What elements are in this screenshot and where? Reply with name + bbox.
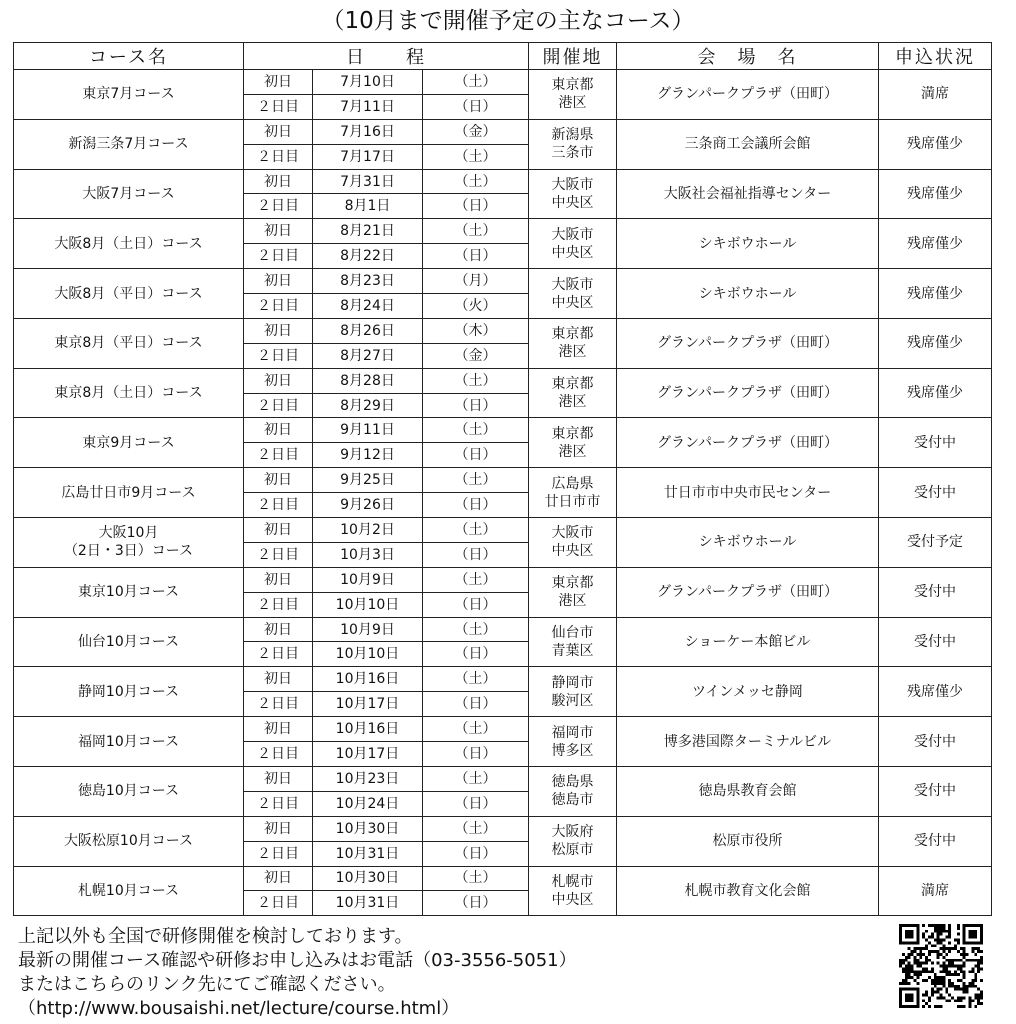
- day-label: ２日目: [244, 692, 313, 717]
- day-weekday: （日）: [423, 244, 529, 269]
- venue-name: グランパークプラザ（田町）: [617, 70, 879, 120]
- venue-area: 新潟県 三条市: [529, 119, 617, 169]
- venue-name: グランパークプラザ（田町）: [617, 567, 879, 617]
- course-name: 広島廿日市9月コース: [14, 468, 244, 518]
- status-badge: 残席僅少: [879, 169, 992, 219]
- day-weekday: （日）: [423, 493, 529, 518]
- venue-name: 札幌市教育文化会館: [617, 866, 879, 916]
- footer-line: 最新の開催コース確認や研修お申し込みはお電話（03-3556-5051）: [18, 950, 577, 971]
- day-label: 初日: [244, 617, 313, 642]
- day-label: 初日: [244, 368, 313, 393]
- day-date: 10月30日: [313, 816, 423, 841]
- day-weekday: （土）: [423, 70, 529, 95]
- day-label: ２日目: [244, 393, 313, 418]
- status-badge: 受付中: [879, 567, 992, 617]
- day-date: 10月16日: [313, 717, 423, 742]
- venue-name: ショーケー本館ビル: [617, 617, 879, 667]
- day-date: 10月31日: [313, 891, 423, 916]
- day-date: 10月9日: [313, 617, 423, 642]
- venue-name: 廿日市市中央市民センター: [617, 468, 879, 518]
- header-status: 申込状況: [879, 43, 992, 70]
- day-label: 初日: [244, 119, 313, 144]
- day-label: 初日: [244, 70, 313, 95]
- table-row: [14, 567, 992, 592]
- day-label: 初日: [244, 318, 313, 343]
- status-badge: 受付予定: [879, 518, 992, 568]
- course-name: 東京10月コース: [14, 567, 244, 617]
- day-weekday: （火）: [423, 294, 529, 319]
- day-date: 7月11日: [313, 94, 423, 119]
- status-badge: 満席: [879, 70, 992, 120]
- venue-area: 福岡市 博多区: [529, 717, 617, 767]
- venue-name: シキボウホール: [617, 269, 879, 319]
- day-weekday: （日）: [423, 443, 529, 468]
- day-label: 初日: [244, 866, 313, 891]
- day-date: 10月31日: [313, 841, 423, 866]
- page-title: （10月まで開催予定の主なコース）: [321, 8, 695, 34]
- day-label: ２日目: [244, 891, 313, 916]
- day-weekday: （土）: [423, 418, 529, 443]
- day-weekday: （土）: [423, 368, 529, 393]
- course-name: 大阪10月 （2日・3日）コース: [14, 518, 244, 568]
- course-name: 札幌10月コース: [14, 866, 244, 916]
- day-label: 初日: [244, 816, 313, 841]
- venue-area: 大阪市 中央区: [529, 169, 617, 219]
- day-label: ２日目: [244, 443, 313, 468]
- day-weekday: （土）: [423, 766, 529, 791]
- table-row: [14, 717, 992, 742]
- footer-link[interactable]: （http://www.bousaishi.net/lecture/course.html）: [18, 998, 460, 1019]
- course-name: 大阪8月（土日）コース: [14, 219, 244, 269]
- day-date: 7月31日: [313, 169, 423, 194]
- day-label: ２日目: [244, 592, 313, 617]
- header-venue-area: 開催地: [529, 43, 617, 70]
- table-row: [14, 269, 992, 294]
- course-name: 大阪8月（平日）コース: [14, 269, 244, 319]
- day-weekday: （土）: [423, 866, 529, 891]
- day-label: ２日目: [244, 742, 313, 767]
- course-name: 東京8月（土日）コース: [14, 368, 244, 418]
- table-header-row: [14, 43, 992, 70]
- day-date: 9月25日: [313, 468, 423, 493]
- day-weekday: （日）: [423, 393, 529, 418]
- day-weekday: （金）: [423, 343, 529, 368]
- day-date: 10月10日: [313, 642, 423, 667]
- table-row: [14, 119, 992, 144]
- day-weekday: （日）: [423, 194, 529, 219]
- day-date: 9月26日: [313, 493, 423, 518]
- day-label: 初日: [244, 667, 313, 692]
- course-name: 東京8月（平日）コース: [14, 318, 244, 368]
- table-row: [14, 318, 992, 343]
- day-label: 初日: [244, 468, 313, 493]
- day-date: 8月29日: [313, 393, 423, 418]
- venue-area: 東京都 港区: [529, 418, 617, 468]
- day-date: 10月17日: [313, 742, 423, 767]
- day-label: ２日目: [244, 642, 313, 667]
- day-weekday: （土）: [423, 518, 529, 543]
- status-badge: 残席僅少: [879, 269, 992, 319]
- header-schedule: 日 程: [244, 43, 529, 70]
- day-weekday: （金）: [423, 119, 529, 144]
- day-label: ２日目: [244, 791, 313, 816]
- status-badge: 受付中: [879, 816, 992, 866]
- course-name: 東京9月コース: [14, 418, 244, 468]
- day-weekday: （日）: [423, 742, 529, 767]
- day-date: 8月1日: [313, 194, 423, 219]
- day-date: 10月10日: [313, 592, 423, 617]
- venue-name: シキボウホール: [617, 219, 879, 269]
- course-name: 大阪7月コース: [14, 169, 244, 219]
- table-row: [14, 667, 992, 692]
- status-badge: 満席: [879, 866, 992, 916]
- day-weekday: （日）: [423, 542, 529, 567]
- day-weekday: （日）: [423, 642, 529, 667]
- day-label: 初日: [244, 717, 313, 742]
- day-weekday: （日）: [423, 841, 529, 866]
- status-badge: 受付中: [879, 766, 992, 816]
- table-row: [14, 169, 992, 194]
- day-weekday: （土）: [423, 617, 529, 642]
- day-label: ２日目: [244, 343, 313, 368]
- table-row: [14, 866, 992, 891]
- day-weekday: （土）: [423, 816, 529, 841]
- day-weekday: （土）: [423, 468, 529, 493]
- table-row: [14, 816, 992, 841]
- table-row: [14, 219, 992, 244]
- day-label: ２日目: [244, 94, 313, 119]
- course-name: 仙台10月コース: [14, 617, 244, 667]
- day-label: 初日: [244, 766, 313, 791]
- venue-area: 大阪府 松原市: [529, 816, 617, 866]
- status-badge: 受付中: [879, 468, 992, 518]
- day-label: ２日目: [244, 194, 313, 219]
- table-row: [14, 468, 992, 493]
- course-name: 徳島10月コース: [14, 766, 244, 816]
- table-row: [14, 418, 992, 443]
- course-name: 福岡10月コース: [14, 717, 244, 767]
- footer-line: またはこちらのリンク先にてご確認ください。: [18, 974, 396, 995]
- status-badge: 受付中: [879, 617, 992, 667]
- venue-name: 大阪社会福祉指導センター: [617, 169, 879, 219]
- day-label: ２日目: [244, 841, 313, 866]
- venue-area: 大阪市 中央区: [529, 219, 617, 269]
- header-course: コース名: [14, 43, 244, 70]
- footer-notes: [18, 925, 577, 1021]
- day-date: 10月23日: [313, 766, 423, 791]
- day-date: 9月11日: [313, 418, 423, 443]
- table-row: [14, 617, 992, 642]
- day-date: 7月10日: [313, 70, 423, 95]
- course-name: 静岡10月コース: [14, 667, 244, 717]
- day-weekday: （月）: [423, 269, 529, 294]
- day-date: 10月24日: [313, 791, 423, 816]
- venue-area: 大阪市 中央区: [529, 518, 617, 568]
- day-date: 10月9日: [313, 567, 423, 592]
- venue-area: 東京都 港区: [529, 70, 617, 120]
- day-date: 7月17日: [313, 144, 423, 169]
- day-date: 8月28日: [313, 368, 423, 393]
- venue-name: 徳島県教育会館: [617, 766, 879, 816]
- venue-area: 大阪市 中央区: [529, 269, 617, 319]
- day-weekday: （土）: [423, 144, 529, 169]
- day-weekday: （日）: [423, 891, 529, 916]
- status-badge: 受付中: [879, 418, 992, 468]
- table-row: [14, 518, 992, 543]
- venue-name: 松原市役所: [617, 816, 879, 866]
- venue-area: 仙台市 青葉区: [529, 617, 617, 667]
- day-date: 10月16日: [313, 667, 423, 692]
- day-weekday: （土）: [423, 219, 529, 244]
- day-weekday: （木）: [423, 318, 529, 343]
- footer-line: 上記以外も全国で研修開催を検討しております。: [18, 926, 413, 947]
- day-date: 10月3日: [313, 542, 423, 567]
- day-weekday: （土）: [423, 717, 529, 742]
- day-date: 10月2日: [313, 518, 423, 543]
- day-date: 8月27日: [313, 343, 423, 368]
- day-label: ２日目: [244, 493, 313, 518]
- venue-name: グランパークプラザ（田町）: [617, 418, 879, 468]
- day-date: 8月24日: [313, 294, 423, 319]
- table-row: [14, 766, 992, 791]
- day-date: 7月16日: [313, 119, 423, 144]
- day-label: ２日目: [244, 244, 313, 269]
- course-schedule-table: [13, 42, 992, 916]
- day-label: ２日目: [244, 294, 313, 319]
- day-weekday: （日）: [423, 94, 529, 119]
- venue-name: 博多港国際ターミナルビル: [617, 717, 879, 767]
- day-label: 初日: [244, 567, 313, 592]
- header-venue: 会 場 名: [617, 43, 879, 70]
- day-weekday: （日）: [423, 791, 529, 816]
- day-date: 9月12日: [313, 443, 423, 468]
- day-label: 初日: [244, 269, 313, 294]
- day-weekday: （土）: [423, 567, 529, 592]
- day-label: ２日目: [244, 542, 313, 567]
- status-badge: 残席僅少: [879, 368, 992, 418]
- table-row: [14, 70, 992, 95]
- venue-area: 広島県 廿日市市: [529, 468, 617, 518]
- table-row: [14, 368, 992, 393]
- day-label: ２日目: [244, 144, 313, 169]
- day-label: 初日: [244, 219, 313, 244]
- venue-area: 徳島県 徳島市: [529, 766, 617, 816]
- day-weekday: （土）: [423, 667, 529, 692]
- qr-code-icon[interactable]: [899, 924, 983, 1008]
- venue-name: グランパークプラザ（田町）: [617, 318, 879, 368]
- status-badge: 受付中: [879, 717, 992, 767]
- venue-name: グランパークプラザ（田町）: [617, 368, 879, 418]
- day-date: 8月23日: [313, 269, 423, 294]
- venue-area: 静岡市 駿河区: [529, 667, 617, 717]
- day-date: 8月22日: [313, 244, 423, 269]
- day-date: 8月26日: [313, 318, 423, 343]
- course-name: 東京7月コース: [14, 70, 244, 120]
- day-weekday: （日）: [423, 592, 529, 617]
- venue-area: 札幌市 中央区: [529, 866, 617, 916]
- day-date: 10月30日: [313, 866, 423, 891]
- venue-name: シキボウホール: [617, 518, 879, 568]
- day-label: 初日: [244, 518, 313, 543]
- course-name: 新潟三条7月コース: [14, 119, 244, 169]
- day-label: 初日: [244, 418, 313, 443]
- day-date: 8月21日: [313, 219, 423, 244]
- day-weekday: （日）: [423, 692, 529, 717]
- status-badge: 残席僅少: [879, 119, 992, 169]
- day-date: 10月17日: [313, 692, 423, 717]
- venue-name: 三条商工会議所会館: [617, 119, 879, 169]
- status-badge: 残席僅少: [879, 219, 992, 269]
- status-badge: 残席僅少: [879, 667, 992, 717]
- day-label: 初日: [244, 169, 313, 194]
- venue-area: 東京都 港区: [529, 567, 617, 617]
- status-badge: 残席僅少: [879, 318, 992, 368]
- venue-area: 東京都 港区: [529, 318, 617, 368]
- venue-name: ツインメッセ静岡: [617, 667, 879, 717]
- course-name: 大阪松原10月コース: [14, 816, 244, 866]
- day-weekday: （土）: [423, 169, 529, 194]
- venue-area: 東京都 港区: [529, 368, 617, 418]
